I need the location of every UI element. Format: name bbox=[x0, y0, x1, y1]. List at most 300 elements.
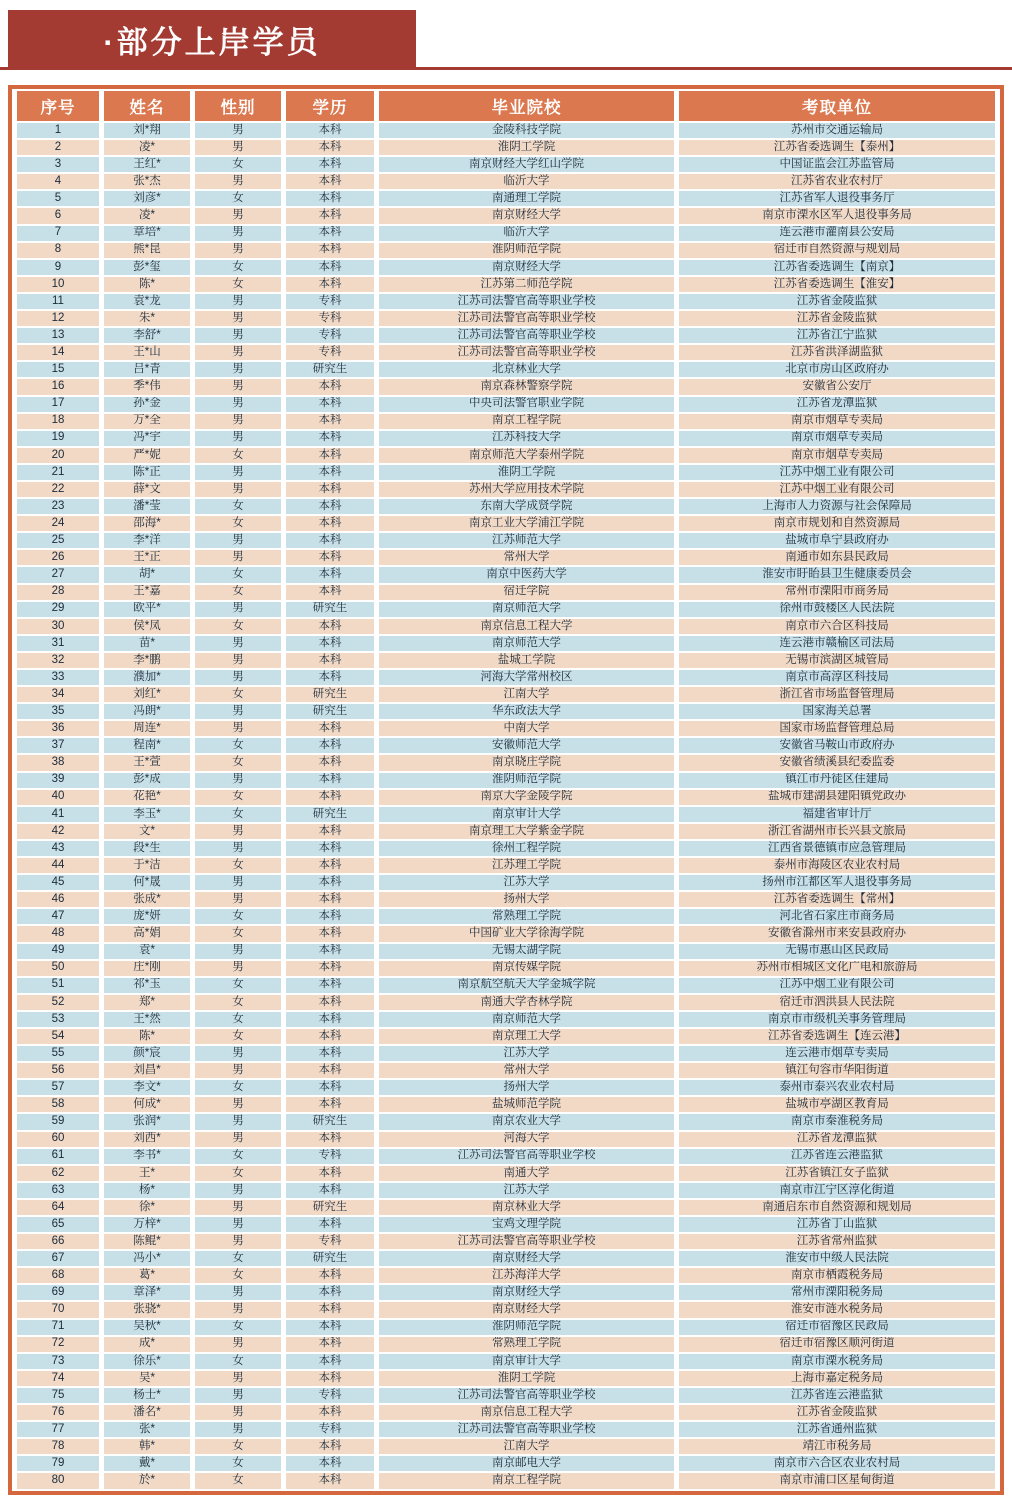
cell-unit: 淮安市盱眙县卫生健康委员会 bbox=[679, 567, 995, 582]
cell-index: 78 bbox=[17, 1439, 99, 1454]
cell-index: 28 bbox=[17, 585, 99, 600]
cell-unit: 江西省景德镇市应急管理局 bbox=[679, 841, 995, 856]
cell-degree: 本科 bbox=[286, 1456, 374, 1471]
page-title: ·部分上岸学员 bbox=[103, 25, 321, 60]
cell-gender: 男 bbox=[195, 311, 281, 326]
table-row bbox=[17, 345, 995, 360]
cell-gender: 男 bbox=[195, 123, 281, 138]
table-row bbox=[17, 157, 995, 172]
cell-gender: 男 bbox=[195, 653, 281, 668]
table-row bbox=[17, 670, 995, 685]
cell-degree: 本科 bbox=[286, 619, 374, 634]
cell-gender: 女 bbox=[195, 978, 281, 993]
cell-school: 南京财经大学 bbox=[379, 1302, 674, 1317]
cell-unit: 浙江省市场监督管理局 bbox=[679, 687, 995, 702]
table-row bbox=[17, 208, 995, 223]
cell-unit: 安徽省公安厅 bbox=[679, 379, 995, 394]
cell-gender: 女 bbox=[195, 790, 281, 805]
cell-unit: 江苏省委选调生【淮安】 bbox=[679, 277, 995, 292]
cell-degree: 本科 bbox=[286, 944, 374, 959]
cell-gender: 男 bbox=[195, 1217, 281, 1232]
cell-gender: 女 bbox=[195, 755, 281, 770]
cell-index: 66 bbox=[17, 1234, 99, 1249]
cell-school: 南京财经大学红山学院 bbox=[379, 157, 674, 172]
table-row bbox=[17, 397, 995, 412]
cell-degree: 本科 bbox=[286, 824, 374, 839]
cell-unit: 江苏省龙潭监狱 bbox=[679, 397, 995, 412]
cell-name: 王*山 bbox=[104, 345, 190, 360]
cell-index: 69 bbox=[17, 1285, 99, 1300]
cell-unit: 江苏省连云港监狱 bbox=[679, 1149, 995, 1164]
cell-unit: 安徽省绩溪县纪委监委 bbox=[679, 755, 995, 770]
cell-name: 张*杰 bbox=[104, 174, 190, 189]
cell-school: 南京晓庄学院 bbox=[379, 755, 674, 770]
table-row bbox=[17, 328, 995, 343]
cell-degree: 本科 bbox=[286, 738, 374, 753]
table-row bbox=[17, 1234, 995, 1249]
cell-gender: 男 bbox=[195, 379, 281, 394]
cell-gender: 男 bbox=[195, 208, 281, 223]
cell-school: 南京师范大学泰州学院 bbox=[379, 448, 674, 463]
cell-school: 江苏师范大学 bbox=[379, 533, 674, 548]
cell-unit: 南京市市级机关事务管理局 bbox=[679, 1012, 995, 1027]
cell-index: 62 bbox=[17, 1166, 99, 1181]
cell-name: 成* bbox=[104, 1337, 190, 1352]
cell-name: 于*洁 bbox=[104, 858, 190, 873]
cell-name: 徐* bbox=[104, 1200, 190, 1215]
table-row bbox=[17, 1268, 995, 1283]
cell-school: 南京大学金陵学院 bbox=[379, 790, 674, 805]
cell-degree: 本科 bbox=[286, 1217, 374, 1232]
cell-unit: 北京市房山区政府办 bbox=[679, 362, 995, 377]
cell-school: 江苏理工学院 bbox=[379, 858, 674, 873]
table-row bbox=[17, 1132, 995, 1147]
cell-index: 64 bbox=[17, 1200, 99, 1215]
cell-gender: 男 bbox=[195, 1234, 281, 1249]
cell-degree: 本科 bbox=[286, 636, 374, 651]
cell-degree: 本科 bbox=[286, 909, 374, 924]
cell-gender: 女 bbox=[195, 619, 281, 634]
cell-degree: 本科 bbox=[286, 567, 374, 582]
table-row bbox=[17, 1354, 995, 1369]
cell-name: 王* bbox=[104, 1166, 190, 1181]
table-row bbox=[17, 482, 995, 497]
cell-unit: 江苏中烟工业有限公司 bbox=[679, 482, 995, 497]
cell-degree: 本科 bbox=[286, 1285, 374, 1300]
table-row bbox=[17, 1285, 995, 1300]
cell-school: 中国矿业大学徐海学院 bbox=[379, 926, 674, 941]
cell-school: 南京财经大学 bbox=[379, 1285, 674, 1300]
roster-table bbox=[12, 89, 1000, 1491]
cell-index: 21 bbox=[17, 465, 99, 480]
cell-gender: 男 bbox=[195, 1285, 281, 1300]
cell-index: 6 bbox=[17, 208, 99, 223]
cell-name: 陈* bbox=[104, 1029, 190, 1044]
cell-school: 淮阴师范学院 bbox=[379, 243, 674, 258]
table-row bbox=[17, 978, 995, 993]
cell-gender: 男 bbox=[195, 1183, 281, 1198]
cell-unit: 江苏省龙潭监狱 bbox=[679, 1132, 995, 1147]
cell-name: 袁*龙 bbox=[104, 294, 190, 309]
cell-school: 南京工业大学浦江学院 bbox=[379, 516, 674, 531]
cell-unit: 南京市烟草专卖局 bbox=[679, 431, 995, 446]
cell-school: 南京林业大学 bbox=[379, 1200, 674, 1215]
cell-degree: 本科 bbox=[286, 226, 374, 241]
cell-index: 1 bbox=[17, 123, 99, 138]
table-row bbox=[17, 294, 995, 309]
cell-name: 李*鹏 bbox=[104, 653, 190, 668]
cell-unit: 江苏省常州监狱 bbox=[679, 1234, 995, 1249]
cell-unit: 常州市溧阳市商务局 bbox=[679, 585, 995, 600]
cell-gender: 男 bbox=[195, 892, 281, 907]
cell-name: 高*娟 bbox=[104, 926, 190, 941]
cell-name: 吴秋* bbox=[104, 1320, 190, 1335]
cell-gender: 男 bbox=[195, 328, 281, 343]
cell-name: 张* bbox=[104, 1422, 190, 1437]
cell-gender: 男 bbox=[195, 875, 281, 890]
cell-index: 48 bbox=[17, 926, 99, 941]
cell-degree: 本科 bbox=[286, 1063, 374, 1078]
cell-name: 李舒* bbox=[104, 328, 190, 343]
table-row bbox=[17, 944, 995, 959]
cell-unit: 江苏省委选调生【连云港】 bbox=[679, 1029, 995, 1044]
table-body bbox=[17, 123, 995, 1489]
cell-name: 花艳* bbox=[104, 790, 190, 805]
cell-school: 江南大学 bbox=[379, 1439, 674, 1454]
cell-school: 淮阴工学院 bbox=[379, 1371, 674, 1386]
cell-name: 严*妮 bbox=[104, 448, 190, 463]
cell-gender: 男 bbox=[195, 1114, 281, 1129]
cell-gender: 女 bbox=[195, 858, 281, 873]
cell-degree: 本科 bbox=[286, 1029, 374, 1044]
cell-name: 陈* bbox=[104, 277, 190, 292]
cell-degree: 本科 bbox=[286, 858, 374, 873]
cell-degree: 本科 bbox=[286, 123, 374, 138]
cell-name: 李*洋 bbox=[104, 533, 190, 548]
cell-gender: 男 bbox=[195, 140, 281, 155]
cell-school: 北京林业大学 bbox=[379, 362, 674, 377]
table-row bbox=[17, 1183, 995, 1198]
cell-name: 李书* bbox=[104, 1149, 190, 1164]
cell-gender: 男 bbox=[195, 602, 281, 617]
cell-index: 33 bbox=[17, 670, 99, 685]
cell-name: 袁* bbox=[104, 944, 190, 959]
cell-unit: 安徽省马鞍山市政府办 bbox=[679, 738, 995, 753]
cell-index: 30 bbox=[17, 619, 99, 634]
cell-school: 江苏大学 bbox=[379, 875, 674, 890]
cell-unit: 盐城市亭湖区教育局 bbox=[679, 1097, 995, 1112]
cell-index: 63 bbox=[17, 1183, 99, 1198]
table-row bbox=[17, 790, 995, 805]
cell-name: 刘*翔 bbox=[104, 123, 190, 138]
table-row bbox=[17, 414, 995, 429]
cell-school: 南京中医药大学 bbox=[379, 567, 674, 582]
cell-degree: 本科 bbox=[286, 499, 374, 514]
cell-unit: 镇江市丹徒区住建局 bbox=[679, 773, 995, 788]
cell-school: 常州大学 bbox=[379, 550, 674, 565]
column-header-unit: 考取单位 bbox=[679, 91, 995, 121]
cell-unit: 江苏省洪泽湖监狱 bbox=[679, 345, 995, 360]
cell-gender: 女 bbox=[195, 516, 281, 531]
cell-school: 江苏司法警官高等职业学校 bbox=[379, 345, 674, 360]
cell-school: 南京传媒学院 bbox=[379, 961, 674, 976]
cell-index: 76 bbox=[17, 1405, 99, 1420]
cell-degree: 本科 bbox=[286, 1012, 374, 1027]
cell-gender: 男 bbox=[195, 1063, 281, 1078]
cell-school: 南京理工大学 bbox=[379, 1029, 674, 1044]
table-row bbox=[17, 123, 995, 138]
cell-index: 32 bbox=[17, 653, 99, 668]
cell-name: 杨士* bbox=[104, 1388, 190, 1403]
table-row bbox=[17, 961, 995, 976]
cell-degree: 本科 bbox=[286, 1439, 374, 1454]
cell-school: 常熟理工学院 bbox=[379, 909, 674, 924]
table-row bbox=[17, 858, 995, 873]
roster-table-container bbox=[8, 85, 1004, 1495]
cell-degree: 本科 bbox=[286, 414, 374, 429]
cell-degree: 本科 bbox=[286, 1097, 374, 1112]
table-row bbox=[17, 704, 995, 719]
cell-gender: 男 bbox=[195, 1422, 281, 1437]
cell-name: 王*正 bbox=[104, 550, 190, 565]
table-row bbox=[17, 550, 995, 565]
cell-degree: 本科 bbox=[286, 1046, 374, 1061]
table-row bbox=[17, 1012, 995, 1027]
cell-degree: 专科 bbox=[286, 1388, 374, 1403]
table-row bbox=[17, 567, 995, 582]
cell-name: 王*嘉 bbox=[104, 585, 190, 600]
cell-school: 淮阴师范学院 bbox=[379, 773, 674, 788]
cell-index: 52 bbox=[17, 995, 99, 1010]
cell-school: 江苏大学 bbox=[379, 1046, 674, 1061]
cell-degree: 本科 bbox=[286, 397, 374, 412]
cell-unit: 上海市人力资源与社会保障局 bbox=[679, 499, 995, 514]
cell-school: 淮阴工学院 bbox=[379, 140, 674, 155]
cell-name: 熊*昆 bbox=[104, 243, 190, 258]
cell-unit: 宿迁市自然资源与规划局 bbox=[679, 243, 995, 258]
cell-degree: 本科 bbox=[286, 1337, 374, 1352]
cell-unit: 南京市六合区农业农村局 bbox=[679, 1456, 995, 1471]
cell-unit: 宿迁市宿豫区民政局 bbox=[679, 1320, 995, 1335]
cell-degree: 研究生 bbox=[286, 1251, 374, 1266]
table-row bbox=[17, 191, 995, 206]
cell-unit: 扬州市江都区军人退役事务局 bbox=[679, 875, 995, 890]
cell-name: 胡* bbox=[104, 567, 190, 582]
cell-school: 江苏司法警官高等职业学校 bbox=[379, 1234, 674, 1249]
cell-unit: 南京市规划和自然资源局 bbox=[679, 516, 995, 531]
table-row bbox=[17, 226, 995, 241]
cell-school: 南京信息工程大学 bbox=[379, 1405, 674, 1420]
cell-name: 薛*文 bbox=[104, 482, 190, 497]
cell-index: 9 bbox=[17, 260, 99, 275]
cell-index: 60 bbox=[17, 1132, 99, 1147]
cell-school: 扬州大学 bbox=[379, 1080, 674, 1095]
cell-degree: 本科 bbox=[286, 140, 374, 155]
cell-index: 41 bbox=[17, 807, 99, 822]
cell-index: 22 bbox=[17, 482, 99, 497]
cell-gender: 男 bbox=[195, 704, 281, 719]
cell-unit: 江苏省委选调生【南京】 bbox=[679, 260, 995, 275]
cell-degree: 本科 bbox=[286, 1302, 374, 1317]
cell-name: 张润* bbox=[104, 1114, 190, 1129]
cell-gender: 女 bbox=[195, 687, 281, 702]
cell-unit: 南通市如东县民政局 bbox=[679, 550, 995, 565]
cell-degree: 本科 bbox=[286, 174, 374, 189]
cell-name: 王*然 bbox=[104, 1012, 190, 1027]
cell-degree: 本科 bbox=[286, 191, 374, 206]
cell-school: 河海大学常州校区 bbox=[379, 670, 674, 685]
cell-gender: 男 bbox=[195, 636, 281, 651]
cell-gender: 女 bbox=[195, 1029, 281, 1044]
cell-school: 淮阴师范学院 bbox=[379, 1320, 674, 1335]
cell-index: 13 bbox=[17, 328, 99, 343]
cell-index: 61 bbox=[17, 1149, 99, 1164]
cell-degree: 研究生 bbox=[286, 362, 374, 377]
cell-name: 吕*青 bbox=[104, 362, 190, 377]
cell-index: 55 bbox=[17, 1046, 99, 1061]
table-row bbox=[17, 602, 995, 617]
cell-name: 侯*凤 bbox=[104, 619, 190, 634]
cell-name: 张骁* bbox=[104, 1302, 190, 1317]
cell-degree: 本科 bbox=[286, 277, 374, 292]
cell-gender: 男 bbox=[195, 721, 281, 736]
cell-degree: 本科 bbox=[286, 1473, 374, 1488]
table-row bbox=[17, 448, 995, 463]
cell-index: 71 bbox=[17, 1320, 99, 1335]
cell-unit: 福建省审计厅 bbox=[679, 807, 995, 822]
cell-degree: 研究生 bbox=[286, 1200, 374, 1215]
cell-degree: 本科 bbox=[286, 1320, 374, 1335]
cell-gender: 女 bbox=[195, 1320, 281, 1335]
cell-index: 20 bbox=[17, 448, 99, 463]
cell-index: 65 bbox=[17, 1217, 99, 1232]
cell-degree: 研究生 bbox=[286, 807, 374, 822]
table-row bbox=[17, 1405, 995, 1420]
cell-index: 14 bbox=[17, 345, 99, 360]
cell-unit: 宿迁市宿豫区顺河街道 bbox=[679, 1337, 995, 1352]
cell-name: 濮加* bbox=[104, 670, 190, 685]
cell-school: 南京森林警察学院 bbox=[379, 379, 674, 394]
cell-index: 7 bbox=[17, 226, 99, 241]
cell-degree: 研究生 bbox=[286, 602, 374, 617]
cell-gender: 男 bbox=[195, 1097, 281, 1112]
cell-school: 江苏司法警官高等职业学校 bbox=[379, 1388, 674, 1403]
cell-degree: 本科 bbox=[286, 1183, 374, 1198]
cell-name: 万梓* bbox=[104, 1217, 190, 1232]
cell-school: 南京审计大学 bbox=[379, 1354, 674, 1369]
table-row bbox=[17, 260, 995, 275]
cell-degree: 本科 bbox=[286, 1132, 374, 1147]
cell-school: 南京师范大学 bbox=[379, 636, 674, 651]
cell-index: 27 bbox=[17, 567, 99, 582]
cell-index: 51 bbox=[17, 978, 99, 993]
cell-degree: 本科 bbox=[286, 482, 374, 497]
cell-gender: 女 bbox=[195, 1149, 281, 1164]
cell-school: 江南大学 bbox=[379, 687, 674, 702]
cell-school: 扬州大学 bbox=[379, 892, 674, 907]
table-row bbox=[17, 431, 995, 446]
cell-unit: 盐城市建湖县建阳镇党政办 bbox=[679, 790, 995, 805]
cell-gender: 女 bbox=[195, 909, 281, 924]
cell-gender: 女 bbox=[195, 157, 281, 172]
table-row bbox=[17, 687, 995, 702]
cell-index: 8 bbox=[17, 243, 99, 258]
cell-school: 江苏科技大学 bbox=[379, 431, 674, 446]
cell-degree: 本科 bbox=[286, 260, 374, 275]
cell-gender: 男 bbox=[195, 550, 281, 565]
cell-unit: 江苏省江宁监狱 bbox=[679, 328, 995, 343]
cell-name: 陈鲲* bbox=[104, 1234, 190, 1249]
table-row bbox=[17, 1251, 995, 1266]
cell-school: 苏州大学应用技术学院 bbox=[379, 482, 674, 497]
cell-school: 盐城师范学院 bbox=[379, 1097, 674, 1112]
cell-degree: 研究生 bbox=[286, 687, 374, 702]
cell-index: 40 bbox=[17, 790, 99, 805]
cell-gender: 男 bbox=[195, 670, 281, 685]
cell-gender: 女 bbox=[195, 448, 281, 463]
cell-unit: 常州市溧阳税务局 bbox=[679, 1285, 995, 1300]
cell-index: 16 bbox=[17, 379, 99, 394]
cell-index: 25 bbox=[17, 533, 99, 548]
table-row bbox=[17, 277, 995, 292]
cell-gender: 女 bbox=[195, 1166, 281, 1181]
column-header-name: 姓名 bbox=[104, 91, 190, 121]
table-row bbox=[17, 909, 995, 924]
cell-name: 万*全 bbox=[104, 414, 190, 429]
table-row bbox=[17, 1439, 995, 1454]
table-row bbox=[17, 1217, 995, 1232]
cell-name: 段*生 bbox=[104, 841, 190, 856]
cell-index: 31 bbox=[17, 636, 99, 651]
cell-gender: 男 bbox=[195, 1405, 281, 1420]
cell-name: 周连* bbox=[104, 721, 190, 736]
cell-unit: 南京市秦淮税务局 bbox=[679, 1114, 995, 1129]
cell-degree: 本科 bbox=[286, 243, 374, 258]
cell-gender: 女 bbox=[195, 191, 281, 206]
cell-gender: 女 bbox=[195, 995, 281, 1010]
cell-name: 凌* bbox=[104, 208, 190, 223]
cell-gender: 男 bbox=[195, 294, 281, 309]
cell-gender: 女 bbox=[195, 1473, 281, 1488]
cell-unit: 南京市烟草专卖局 bbox=[679, 448, 995, 463]
cell-degree: 本科 bbox=[286, 926, 374, 941]
cell-name: 张成* bbox=[104, 892, 190, 907]
cell-index: 37 bbox=[17, 738, 99, 753]
cell-index: 10 bbox=[17, 277, 99, 292]
cell-name: 孙*金 bbox=[104, 397, 190, 412]
cell-index: 57 bbox=[17, 1080, 99, 1095]
cell-school: 河海大学 bbox=[379, 1132, 674, 1147]
cell-name: 冯朗* bbox=[104, 704, 190, 719]
cell-unit: 国家海关总署 bbox=[679, 704, 995, 719]
cell-name: 韩* bbox=[104, 1439, 190, 1454]
table-row bbox=[17, 243, 995, 258]
cell-school: 江苏司法警官高等职业学校 bbox=[379, 294, 674, 309]
cell-unit: 江苏中烟工业有限公司 bbox=[679, 978, 995, 993]
cell-gender: 女 bbox=[195, 926, 281, 941]
cell-name: 庄*刚 bbox=[104, 961, 190, 976]
table-row bbox=[17, 738, 995, 753]
cell-unit: 南京市溧水区军人退役事务局 bbox=[679, 208, 995, 223]
cell-name: 刘红* bbox=[104, 687, 190, 702]
cell-degree: 研究生 bbox=[286, 704, 374, 719]
header-row bbox=[17, 91, 995, 121]
cell-unit: 徐州市鼓楼区人民法院 bbox=[679, 602, 995, 617]
cell-degree: 本科 bbox=[286, 533, 374, 548]
table-row bbox=[17, 311, 995, 326]
column-header-school: 毕业院校 bbox=[379, 91, 674, 121]
cell-name: 文* bbox=[104, 824, 190, 839]
